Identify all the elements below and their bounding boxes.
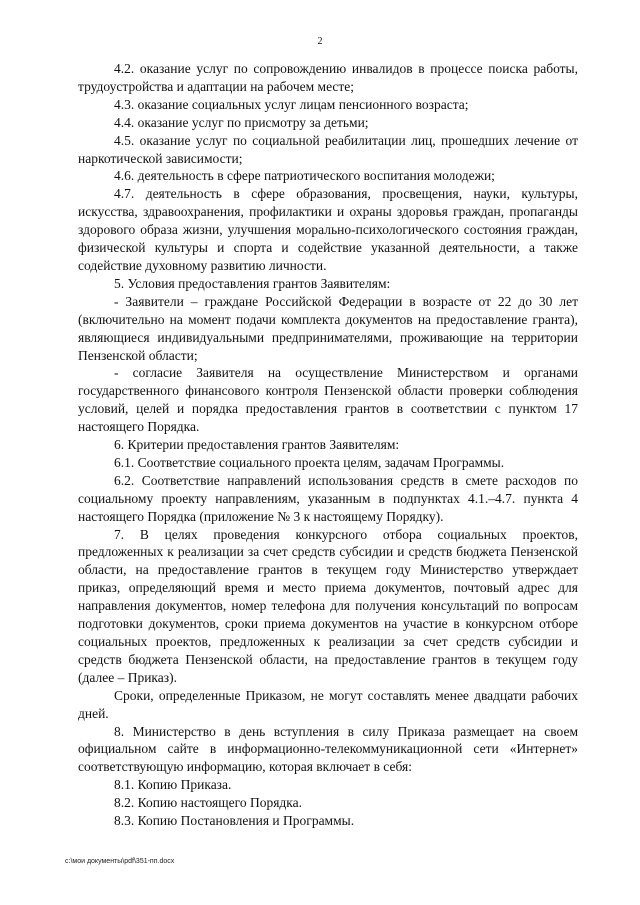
paragraph: 7. В целях проведения конкурсного отбора социальных проектов, предложенных к реализации за счет средств субсидии и средств бюджета Пензенской области, на предоставление грантов в текущем году Министерство утверждает приказ, определяющий время и место приема документов, почтовый адрес для направления документов, номер телефона для получения консультаций по вопросам подготовки документов, сроки приема документов на участие в конкурсном отборе социальных проектов, предложенных к реализации за счет средств субсидии и средств бюджета Пензенской области, на предоставление грантов в текущем году (далее – Приказ). <box>78 526 578 685</box>
paragraph: 4.2. оказание услуг по сопровождению инвалидов в процессе поиска работы, трудоустройства и адаптации на рабочем месте; <box>78 61 578 94</box>
paragraph: - согласие Заявителя на осуществление Министерством и органами государственного финансового контроля Пензенской области проверки соблюдения условий, целей и порядка предоставления грантов в соответствии с пунктом 17 настоящего Порядка. <box>78 365 578 435</box>
paragraph: 8.3. Копию Постановления и Программы. <box>114 813 355 829</box>
paragraph: 8.1. Копию Приказа. <box>114 777 232 793</box>
page-number: 2 <box>317 36 323 47</box>
paragraph: - Заявители – граждане Российской Федерации в возрасте от 22 до 30 лет (включительно на момент подачи комплекта документов на предоставление гранта), являющиеся индивидуальными предпринимателями, проживающие на территории Пензенской области; <box>78 293 578 363</box>
paragraph: 5. Условия предоставления грантов Заявителям: <box>114 275 391 291</box>
paragraph: 4.6. деятельность в сфере патриотического воспитания молодежи; <box>114 168 495 184</box>
paragraph: 8.2. Копию настоящего Порядка. <box>114 795 303 811</box>
paragraph: 6.2. Соответствие направлений использования средств в смете расходов по социальному проекту направлениям, указанным в подпунктах 4.1.–4.7. пункта 4 настоящего Порядка (приложение № 3 к настоящему Порядку). <box>78 472 578 524</box>
paragraph: 4.3. оказание социальных услуг лицам пенсионного возраста; <box>114 96 469 112</box>
paragraph: 4.4. оказание услуг по присмотру за детьми; <box>114 114 369 130</box>
paragraph: 6. Критерии предоставления грантов Заявителям: <box>114 437 400 453</box>
paragraph: 6.1. Соответствие социального проекта целям, задачам Программы. <box>114 454 505 470</box>
paragraph: Сроки, определенные Приказом, не могут составлять менее двадцати рабочих дней. <box>78 687 578 721</box>
footer-file-path: c:\мои документы\pdf\351-пп.docx <box>65 858 175 865</box>
document-body <box>78 60 578 830</box>
paragraph: 4.5. оказание услуг по социальной реабилитации лиц, прошедших лечение от наркотической зависимости; <box>78 132 578 166</box>
paragraph: 4.7. деятельность в сфере образования, просвещения, науки, культуры, искусства, здравоохранения, профилактики и охраны здоровья граждан, пропаганды здорового образа жизни, улучшения морально-психологического состояния граждан, физической культуры и спорта и содействие указанной деятельности, а также содействие духовному развитию личности. <box>78 186 578 273</box>
paragraph: 8. Министерство в день вступления в силу Приказа размещает на своем официальном сайте в информационно-телекоммуникационной сети «Интернет» соответствующую информацию, которая включает в себя: <box>78 723 578 775</box>
